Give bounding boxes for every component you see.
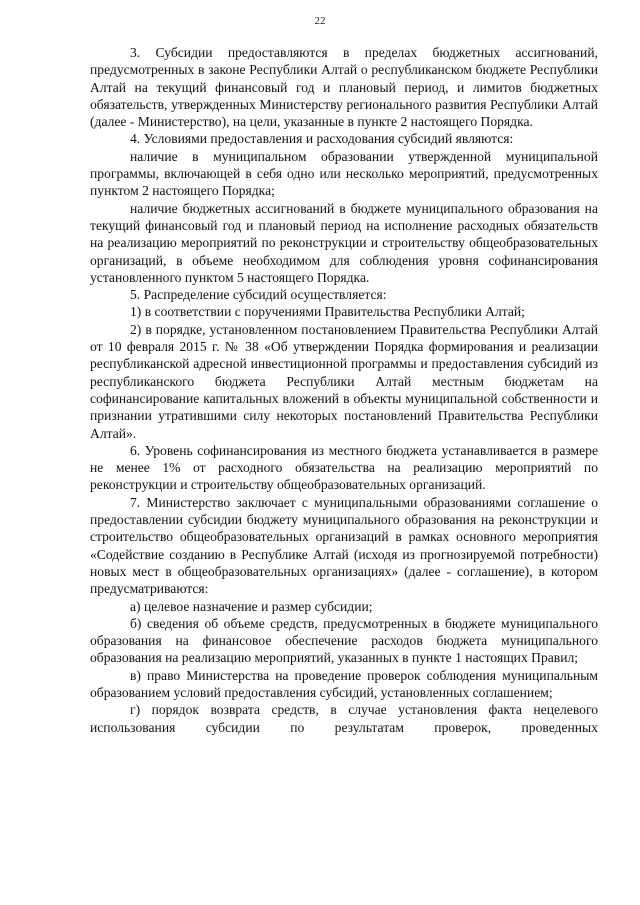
paragraph-item-2: 2) в порядке, установленном постановлением Правительства Республики Алтай от 10 февраля 2015 г. № 38 «Об утверждении Порядка формирования и реализации республиканской адресной инвестиционной программы и предоставления субсидий из республиканского бюджета Республики Алтай местным бюджетам на софинансирование капитальных вложений в объекты муниципальной собственности и признании утратившими силу некоторых постановлений Правительства Республики Алтай». [90, 321, 598, 441]
document-body [90, 44, 598, 736]
paragraph-clause-4: 4. Условиями предоставления и расходования субсидий являются: [130, 131, 514, 147]
paragraph-item-1: 1) в соответствии с поручениями Правительства Республики Алтай; [130, 304, 525, 320]
paragraph-item-v: в) право Министерства на проведение проверок соблюдения муниципальным образованием условий предоставления субсидий, установленных соглашением; [90, 667, 598, 700]
paragraph-condition-budget: наличие бюджетных ассигнований в бюджете муниципального образования на текущий финансовый год и плановый период на исполнение расходных обязательств на реализацию мероприятий по реконструкции и строительству общеобразовательных организаций, в объеме необходимом для соблюдения уровня софинансирования установленного пунктом 5 настоящего Порядка. [90, 200, 598, 285]
paragraph-clause-5: 5. Распределение субсидий осуществляется: [130, 287, 387, 303]
paragraph-clause-3: 3. Субсидии предоставляются в пределах бюджетных ассигнований, предусмотренных в законе Республики Алтай о республиканском бюджете Республики Алтай на текущий финансовый год и плановый период, и лимитов бюджетных обязательств, утвержденных Министерству регионального развития Республики Алтай (далее - Министерство), на цели, указанные в пункте 2 настоящего Порядка. [90, 45, 598, 130]
paragraph-clause-7: 7. Министерство заключает с муниципальными образованиями соглашение о предоставлении субсидии бюджету муниципального образования на реконструкции и строительство общеобразовательных организаций в рамках основного мероприятия «Содействие созданию в Республике Алтай (исходя из прогнозируемой потребности) новых мест в общеобразовательных организациях» (далее - соглашение), в котором предусматриваются: [90, 494, 598, 597]
paragraph-condition-program: наличие в муниципальном образовании утвержденной муниципальной программы, включающей в себя одно или несколько мероприятий, предусмотренных пунктом 2 настоящего Порядка; [90, 148, 598, 199]
page-number: 22 [314, 15, 326, 27]
paragraph-item-g: г) порядок возврата средств, в случае установления факта нецелевого использования субсидии по результатам проверок, проведенных [90, 702, 598, 735]
paragraph-clause-6: 6. Уровень софинансирования из местного бюджета устанавливается в размере не менее 1% от расходного обязательства на реализацию мероприятий по реконструкции и строительству общеобразовательных организаций. [90, 442, 598, 493]
paragraph-item-b: б) сведения об объеме средств, предусмотренных в бюджете муниципального образования на финансовое обеспечение расходов бюджета муниципального образования на реализацию мероприятий, указанных в пункте 1 настоящих Правил; [90, 615, 598, 666]
paragraph-item-a: а) целевое назначение и размер субсидии; [130, 598, 373, 614]
